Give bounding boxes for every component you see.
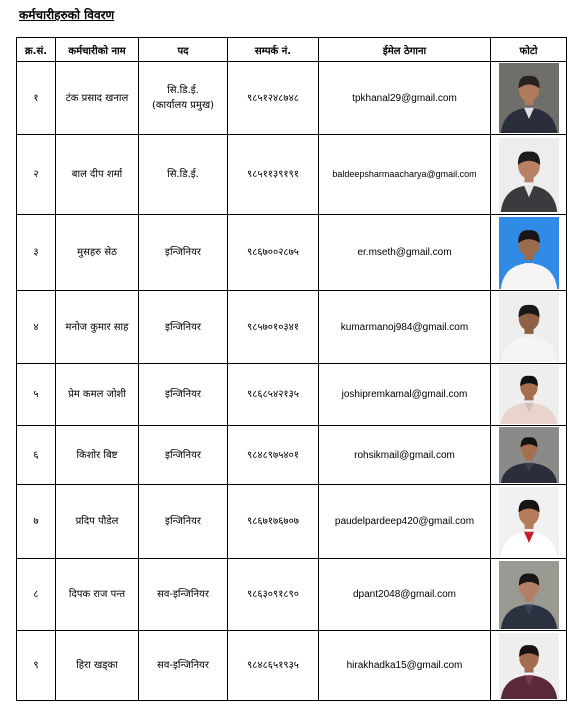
cell-phone: ९८६८५४२१३५: [228, 364, 319, 426]
cell-sn: ३: [17, 215, 56, 291]
cell-name: दिपक राज पन्त: [56, 559, 139, 631]
cell-email[interactable]: rohsikmail@gmail.com: [319, 426, 491, 485]
portrait-photo: [499, 292, 559, 362]
cell-email[interactable]: hirakhadka15@gmail.com: [319, 631, 491, 701]
column-header-phone: सम्पर्क नं.: [228, 38, 319, 62]
table-header-row: [17, 38, 567, 62]
table-row: [17, 62, 567, 135]
cell-phone: ९८६३०९१८९०: [228, 559, 319, 631]
cell-name: किशोर बिष्ट: [56, 426, 139, 485]
post-label: सि.डि.ई.: [167, 85, 199, 96]
portrait-photo: [499, 365, 559, 424]
portrait-photo: [499, 561, 559, 629]
column-header-photo: फोटो: [491, 38, 567, 62]
cell-sn: ४: [17, 291, 56, 364]
table-row: [17, 485, 567, 559]
cell-sn: १: [17, 62, 56, 135]
portrait-photo: [499, 427, 559, 483]
cell-name: मुसहरु सेठ: [56, 215, 139, 291]
cell-post: इन्जिनियर: [139, 426, 228, 485]
cell-email[interactable]: paudelpardeep420@gmail.com: [319, 485, 491, 559]
cell-name: प्रेम कमल जोशी: [56, 364, 139, 426]
table-row: [17, 364, 567, 426]
portrait-photo: [499, 633, 559, 699]
column-header-sn: क्र.सं.: [17, 38, 56, 62]
cell-phone: ९८५७०१०३४१: [228, 291, 319, 364]
portrait-photo: [499, 63, 559, 133]
cell-sn: ८: [17, 559, 56, 631]
column-header-name: कर्मचारीको नाम: [56, 38, 139, 62]
table-row: [17, 135, 567, 215]
cell-post: इन्जिनियर: [139, 291, 228, 364]
cell-post: इन्जिनियर: [139, 485, 228, 559]
cell-photo: [491, 62, 567, 135]
portrait-photo: [499, 138, 559, 212]
table-row: [17, 291, 567, 364]
cell-post: सि.डि.ई.: [139, 135, 228, 215]
cell-name: हिरा खड्का: [56, 631, 139, 701]
cell-sn: ९: [17, 631, 56, 701]
cell-email[interactable]: tpkhanal29@gmail.com: [319, 62, 491, 135]
cell-email[interactable]: baldeepsharmaacharya@gmail.com: [319, 135, 491, 215]
cell-sn: ६: [17, 426, 56, 485]
cell-sn: २: [17, 135, 56, 215]
table-row: [17, 631, 567, 701]
cell-phone: ९८६७००२८७५: [228, 215, 319, 291]
cell-post: सव-इन्जिनियर: [139, 559, 228, 631]
cell-name: टंक प्रसाद खनाल: [56, 62, 139, 135]
page-title: कर्मचारीहरुको विवरण: [19, 8, 115, 22]
cell-phone: ९८४८६५१९३५: [228, 631, 319, 701]
cell-name: मनोज कुमार साह: [56, 291, 139, 364]
column-header-email: ईमेल ठेगाना: [319, 38, 491, 62]
cell-email[interactable]: kumarmanoj984@gmail.com: [319, 291, 491, 364]
cell-sn: ५: [17, 364, 56, 426]
cell-sn: ७: [17, 485, 56, 559]
cell-photo: [491, 631, 567, 701]
cell-email[interactable]: dpant2048@gmail.com: [319, 559, 491, 631]
cell-phone: ९८५१२४८७४८: [228, 62, 319, 135]
cell-post: [139, 62, 228, 135]
cell-phone: ९८६७१७६७०७: [228, 485, 319, 559]
cell-email[interactable]: joshipremkamal@gmail.com: [319, 364, 491, 426]
table-row: [17, 559, 567, 631]
cell-phone: ९८४८९७५४०१: [228, 426, 319, 485]
staff-table: [16, 37, 567, 701]
cell-photo: [491, 215, 567, 291]
cell-name: बाल दीप शर्मा: [56, 135, 139, 215]
cell-photo: [491, 135, 567, 215]
cell-post: इन्जिनियर: [139, 364, 228, 426]
post-note: (कार्यालय प्रमुख): [151, 100, 215, 111]
portrait-photo: [499, 487, 559, 557]
cell-photo: [491, 364, 567, 426]
table-row: [17, 426, 567, 485]
cell-photo: [491, 426, 567, 485]
cell-post: इन्जिनियर: [139, 215, 228, 291]
cell-photo: [491, 291, 567, 364]
cell-email[interactable]: er.mseth@gmail.com: [319, 215, 491, 291]
cell-phone: ९८५११३९१९१: [228, 135, 319, 215]
cell-post: सव-इन्जिनियर: [139, 631, 228, 701]
cell-photo: [491, 485, 567, 559]
table-row: [17, 215, 567, 291]
cell-photo: [491, 559, 567, 631]
column-header-post: पद: [139, 38, 228, 62]
portrait-photo: [499, 217, 559, 289]
cell-name: प्रदिप पौडेल: [56, 485, 139, 559]
